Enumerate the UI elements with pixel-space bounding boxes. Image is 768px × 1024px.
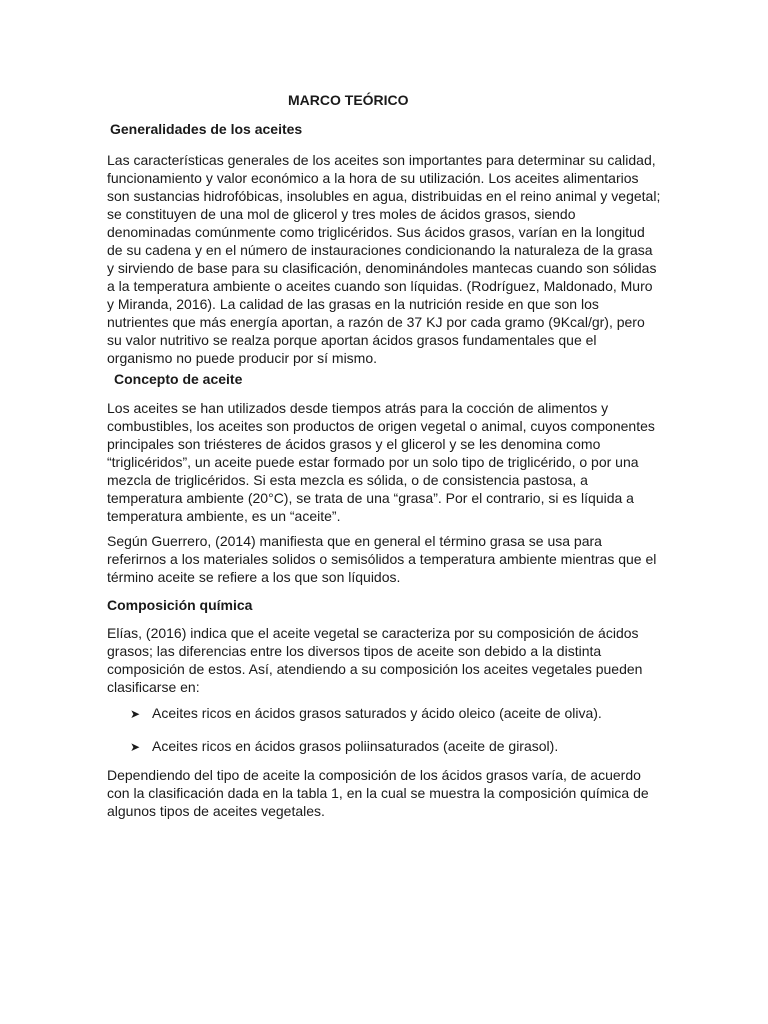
paragraph-guerrero: Según Guerrero, (2014) manifiesta que en general el término grasa se usa para referirnos a los materiales solidos o semisólidos a temperatura ambiente mientras que el término aceite se refiere a los que son líquidos. bbox=[107, 533, 657, 585]
list-item bbox=[130, 737, 558, 756]
paragraph-concepto: Los aceites se han utilizados desde tiempos atrás para la cocción de alimentos y combustibles, los aceites son productos de origen vegetal o animal, cuyos componentes principales son triésteres de ácidos grasos y el glicerol y se les denomina como “triglicéridos”, un aceite puede estar formado por un solo tipo de triglicérido, o por una mezcla de triglicéridos. Si esta mezcla es sólida, o de consistencia pastosa, a temperatura ambiente (20°C), se trata de una “grasa”. Por el contrario, si es líquida a temperatura ambiente, es un “aceite”. bbox=[107, 400, 655, 524]
paragraph-composicion: Elías, (2016) indica que el aceite vegetal se caracteriza por su composición de ácidos grasos; las diferencias entre los diversos tipos de aceite son debido a la distinta composición de estos. Así, atendiendo a su composición los aceites vegetales pueden clasificarse en: bbox=[107, 625, 643, 695]
list-item-text: Aceites ricos en ácidos grasos poliinsaturados (aceite de girasol). bbox=[152, 738, 559, 754]
list-item bbox=[130, 704, 602, 723]
paragraph-generalidades: Las características generales de los aceites son importantes para determinar su calidad, funcionamiento y valor económico a la hora de su utilización. Los aceites alimentarios son sustancias hidrofóbicas, insolubles en agua, distribuidas en el reino animal y vegetal; se constituyen de una mol de glicerol y tres moles de ácidos grasos, siendo denominadas comúnmente como triglicéridos. Sus ácidos grasos, varían en la longitud de su cadena y en el número de instauraciones condicionando la naturaleza de la grasa y sirviendo de base para su clasificación, denominándoles mantecas cuando son sólidas a la temperatura ambiente o aceites cuando son líquidas. (Rodríguez, Maldonado, Muro y Miranda, 2016). La calidad de las grasas en la nutrición reside en que son los nutrientes que más energía aportan, a razón de 37 KJ por cada gramo (9Kcal/gr), pero su valor nutritivo se realza porque aportan ácidos grasos fundamentales que el organismo no puede producir por sí mismo. bbox=[107, 152, 661, 366]
section-heading-generalidades: Generalidades de los aceites bbox=[110, 121, 303, 137]
document-title: MARCO TEÓRICO bbox=[288, 92, 409, 108]
arrow-bullet-icon: ➤ bbox=[130, 740, 141, 754]
section-heading-concepto: Concepto de aceite bbox=[114, 371, 243, 387]
paragraph-dependiendo: Dependiendo del tipo de aceite la composición de los ácidos grasos varía, de acuerdo con la clasificación dada en la tabla 1, en la cual se muestra la composición química de algunos tipos de aceites vegetales. bbox=[107, 767, 649, 819]
section-heading-composicion: Composición química bbox=[107, 597, 253, 613]
arrow-bullet-icon: ➤ bbox=[130, 707, 141, 721]
list-item-text: Aceites ricos en ácidos grasos saturados y ácido oleico (aceite de oliva). bbox=[152, 705, 602, 721]
